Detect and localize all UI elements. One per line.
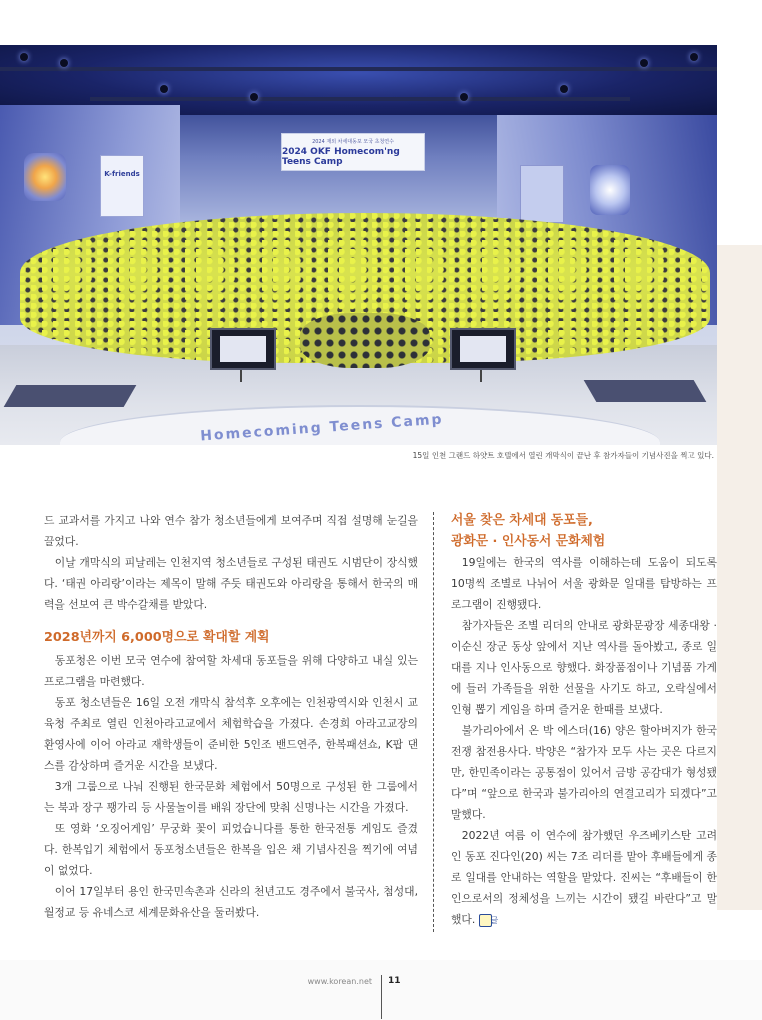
- paragraph: 3개 그룹으로 나눠 진행된 한국문화 체험에서 50명으로 구성된 한 그룹에서는 북과 장구 꽹가리 등 사물놀이를 배워 장단에 맞춰 신명나는 시간을 가졌다.: [44, 780, 418, 814]
- paragraph: 이어 17일부터 용인 한국민속촌과 신라의 천년고도 경주에서 불국사, 첨성대, 월정교 등 유네스코 세계문화유산을 둘러봤다.: [44, 885, 418, 919]
- camp-banner: [281, 133, 425, 171]
- paragraph: [451, 825, 717, 930]
- spotlight: [560, 85, 568, 93]
- paragraph: 동포청은 이번 모국 연수에 참여할 차세대 동포들을 위해 다양하고 내실 있는 프로그램을 마련했다.: [44, 654, 418, 688]
- monitor-stand: [480, 370, 482, 382]
- paragraph: 불가리아에서 온 박 에스더(16) 양은 할아버지가 한국전쟁 참전용사다. 박양은 “참가자 모두 사는 곳은 다르지만, 한민족이라는 공통점이 있어서 금방 공감대가 형성됐다”며 “앞으로 한국과 불가리아의 연결고리가 되겠다”고 말했다.: [451, 724, 717, 821]
- front-guests: [300, 313, 430, 368]
- end-mark-icon: 글: [479, 914, 492, 927]
- paragraph: 참가자들은 조별 리더의 안내로 광화문광장 세종대왕 · 이순신 장군 동상 앞에서 지난 역사를 돌아봤고, 종로 일대를 지나 인사동으로 향했다. 화장품점이나 기념품 가게에 들러 가족들을 위한 선물을 사기도 하고, 오락실에서 인형 뽑기 게임을 하며 즐거운 한때를 보냈다.: [451, 619, 717, 716]
- heading-line-2: 광화문 · 인사동서 문화체험: [451, 534, 606, 549]
- spotlight: [640, 59, 648, 67]
- lighting-truss: [90, 97, 630, 101]
- paragraph: 또 영화 ‘오징어게임’ 무궁화 꽃이 피었습니다를 통한 한국전통 게임도 즐겼다. 한복입기 체험에서 동포청소년들은 한복을 입은 채 기념사진을 찍기에 여념이 없었다.: [44, 822, 418, 877]
- spotlight: [690, 53, 698, 61]
- spotlight: [20, 53, 28, 61]
- right-column: [451, 510, 717, 930]
- banner-title: 2024 OKF Homecom'ng Teens Camp: [282, 146, 400, 167]
- paragraph: 드 교과서를 가지고 나와 연수 참가 청소년들에게 보여주며 직접 설명해 눈길을 끌었다.: [44, 514, 418, 548]
- left-column: [44, 510, 418, 923]
- stage-lettering: Homecoming Teens Camp: [199, 411, 445, 445]
- page-footer: [0, 975, 762, 995]
- photo-caption: 15일 인천 그랜드 하얏트 호텔에서 열린 개막식이 끝난 후 참가자들이 기념사진을 찍고 있다.: [412, 451, 714, 460]
- banner-subtitle: 2024 재외 차세대동포 모국 초청연수: [312, 138, 394, 145]
- section-heading: [451, 510, 717, 552]
- side-sign: [520, 165, 564, 223]
- monitor-stand: [240, 370, 242, 382]
- website-url: www.korean.net: [307, 977, 372, 986]
- paragraph-text: 2022년 여름 이 연수에 참가했던 우즈베키스탄 고려인 동포 진다인(20) 씨는 7조 리더를 맡아 후배들에게 종로 일대를 안내하는 역할을 맡았다. 진씨는 “후배들이 한인으로서의 정체성을 느끼는 시간이 됐길 바란다”고 말했다.: [451, 829, 717, 926]
- stage-speaker-left: [4, 385, 137, 407]
- lighting-truss: [0, 67, 717, 71]
- event-photo: [0, 45, 717, 445]
- emblem-left: [24, 153, 66, 201]
- monitor-left: [210, 328, 276, 370]
- spotlight: [250, 93, 258, 101]
- column-divider: [433, 512, 434, 932]
- spotlight: [460, 93, 468, 101]
- paragraph: 이날 개막식의 피날레는 인천지역 청소년들로 구성된 태권도 시범단이 장식했다. ‘태권 아리랑’이라는 제목이 말해 주듯 태권도와 아리랑을 통해서 한국의 매력을 선보여 큰 박수갈채를 받았다.: [44, 556, 418, 611]
- k-friends-sign: K-friends: [100, 155, 144, 217]
- stage-speaker-right: [584, 380, 707, 402]
- page-number: 11: [388, 976, 401, 986]
- paragraph: 동포 청소년들은 16일 오전 개막식 참석후 오후에는 인천광역시와 인천시 교육청 주최로 열린 인천아라고교에서 체험학습을 가졌다. 손경희 아라고교장의 환영사에 이어 아라교 재학생들이 준비한 5인조 밴드연주, 한복패션쇼, K팝 댄스를 감상하며 즐거운 시간을 보냈다.: [44, 696, 418, 772]
- heading-line-1: 서울 찾은 차세대 동포들,: [451, 513, 593, 528]
- emblem-right: [590, 165, 630, 215]
- paragraph: 19일에는 한국의 역사를 이해하는데 도움이 되도록 10명씩 조별로 나뉘어 서울 광화문 일대를 탐방하는 프로그램이 진행됐다.: [451, 556, 717, 611]
- section-heading: 2028년까지 6,000명으로 확대할 계획: [44, 630, 270, 645]
- footer-rule: [381, 975, 382, 1019]
- side-tab: [717, 245, 762, 910]
- monitor-right: [450, 328, 516, 370]
- spotlight: [60, 59, 68, 67]
- spotlight: [160, 85, 168, 93]
